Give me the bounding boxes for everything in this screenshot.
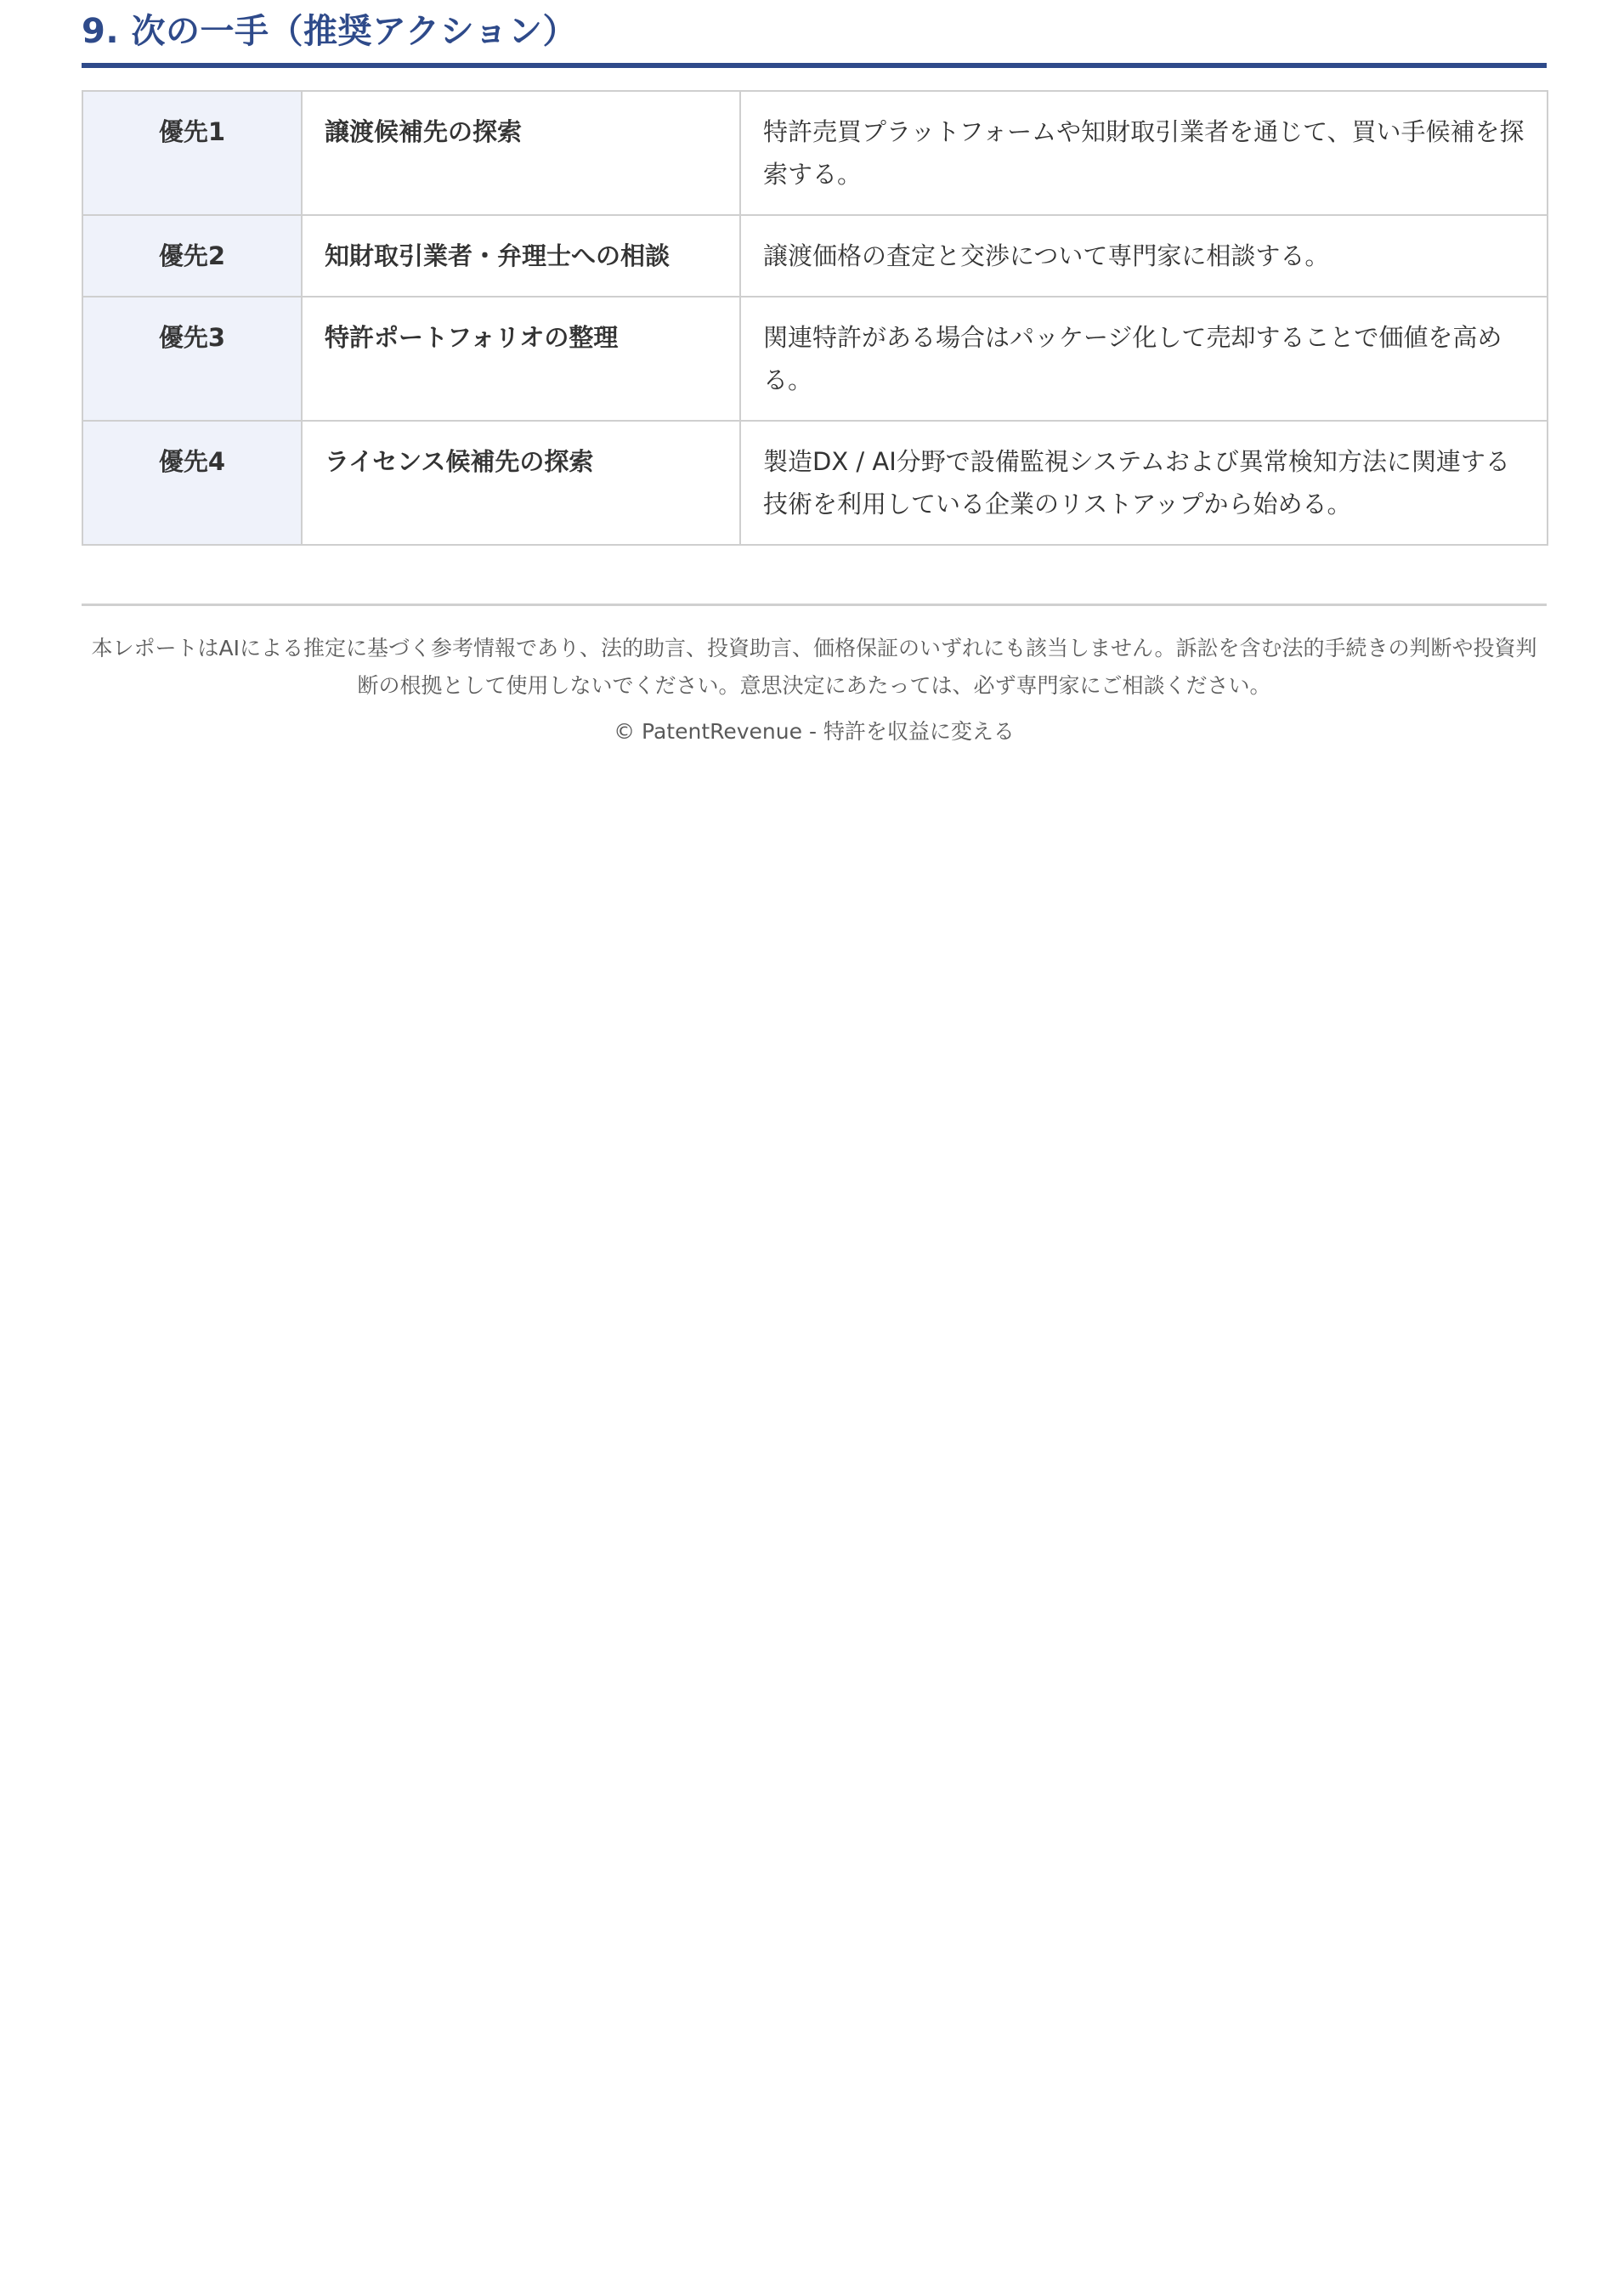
section-title: 9. 次の一手（推奨アクション） [82,0,1547,68]
action-description-cell: 譲渡価格の査定と交渉について専門家に相談する。 [740,215,1548,297]
action-name-cell: ライセンス候補先の探索 [302,421,740,545]
priority-cell: 優先4 [82,421,302,545]
priority-cell: 優先1 [82,91,302,215]
action-name-cell: 譲渡候補先の探索 [302,91,740,215]
footer-divider [82,604,1547,606]
disclaimer-text: 本レポートはAIによる推定に基づく参考情報であり、法的助言、投資助言、価格保証のいずれにも該当しません。訴訟を含む法的手続きの判断や投資判断の根拠として使用しないでください。意思決定にあたっては、必ず専門家にご相談ください。 [91,636,1537,698]
action-description-cell: 特許売買プラットフォームや知財取引業者を通じて、買い手候補を探索する。 [740,91,1548,215]
action-name-cell: 特許ポートフォリオの整理 [302,297,740,421]
report-page [82,0,1547,749]
action-description-cell: 関連特許がある場合はパッケージ化して売却することで価値を高める。 [740,297,1548,421]
table-row [82,91,1548,215]
copyright-text: © PatentRevenue - 特許を収益に変える [614,719,1015,744]
table-row [82,215,1548,297]
priority-cell: 優先2 [82,215,302,297]
table-row [82,421,1548,545]
recommended-actions-table [82,90,1548,546]
action-name-cell: 知財取引業者・弁理士への相談 [302,215,740,297]
priority-cell: 優先3 [82,297,302,421]
table-row [82,297,1548,421]
action-description-cell: 製造DX / AI分野で設備監視システムおよび異常検知方法に関連する技術を利用している企業のリストアップから始める。 [740,421,1548,545]
